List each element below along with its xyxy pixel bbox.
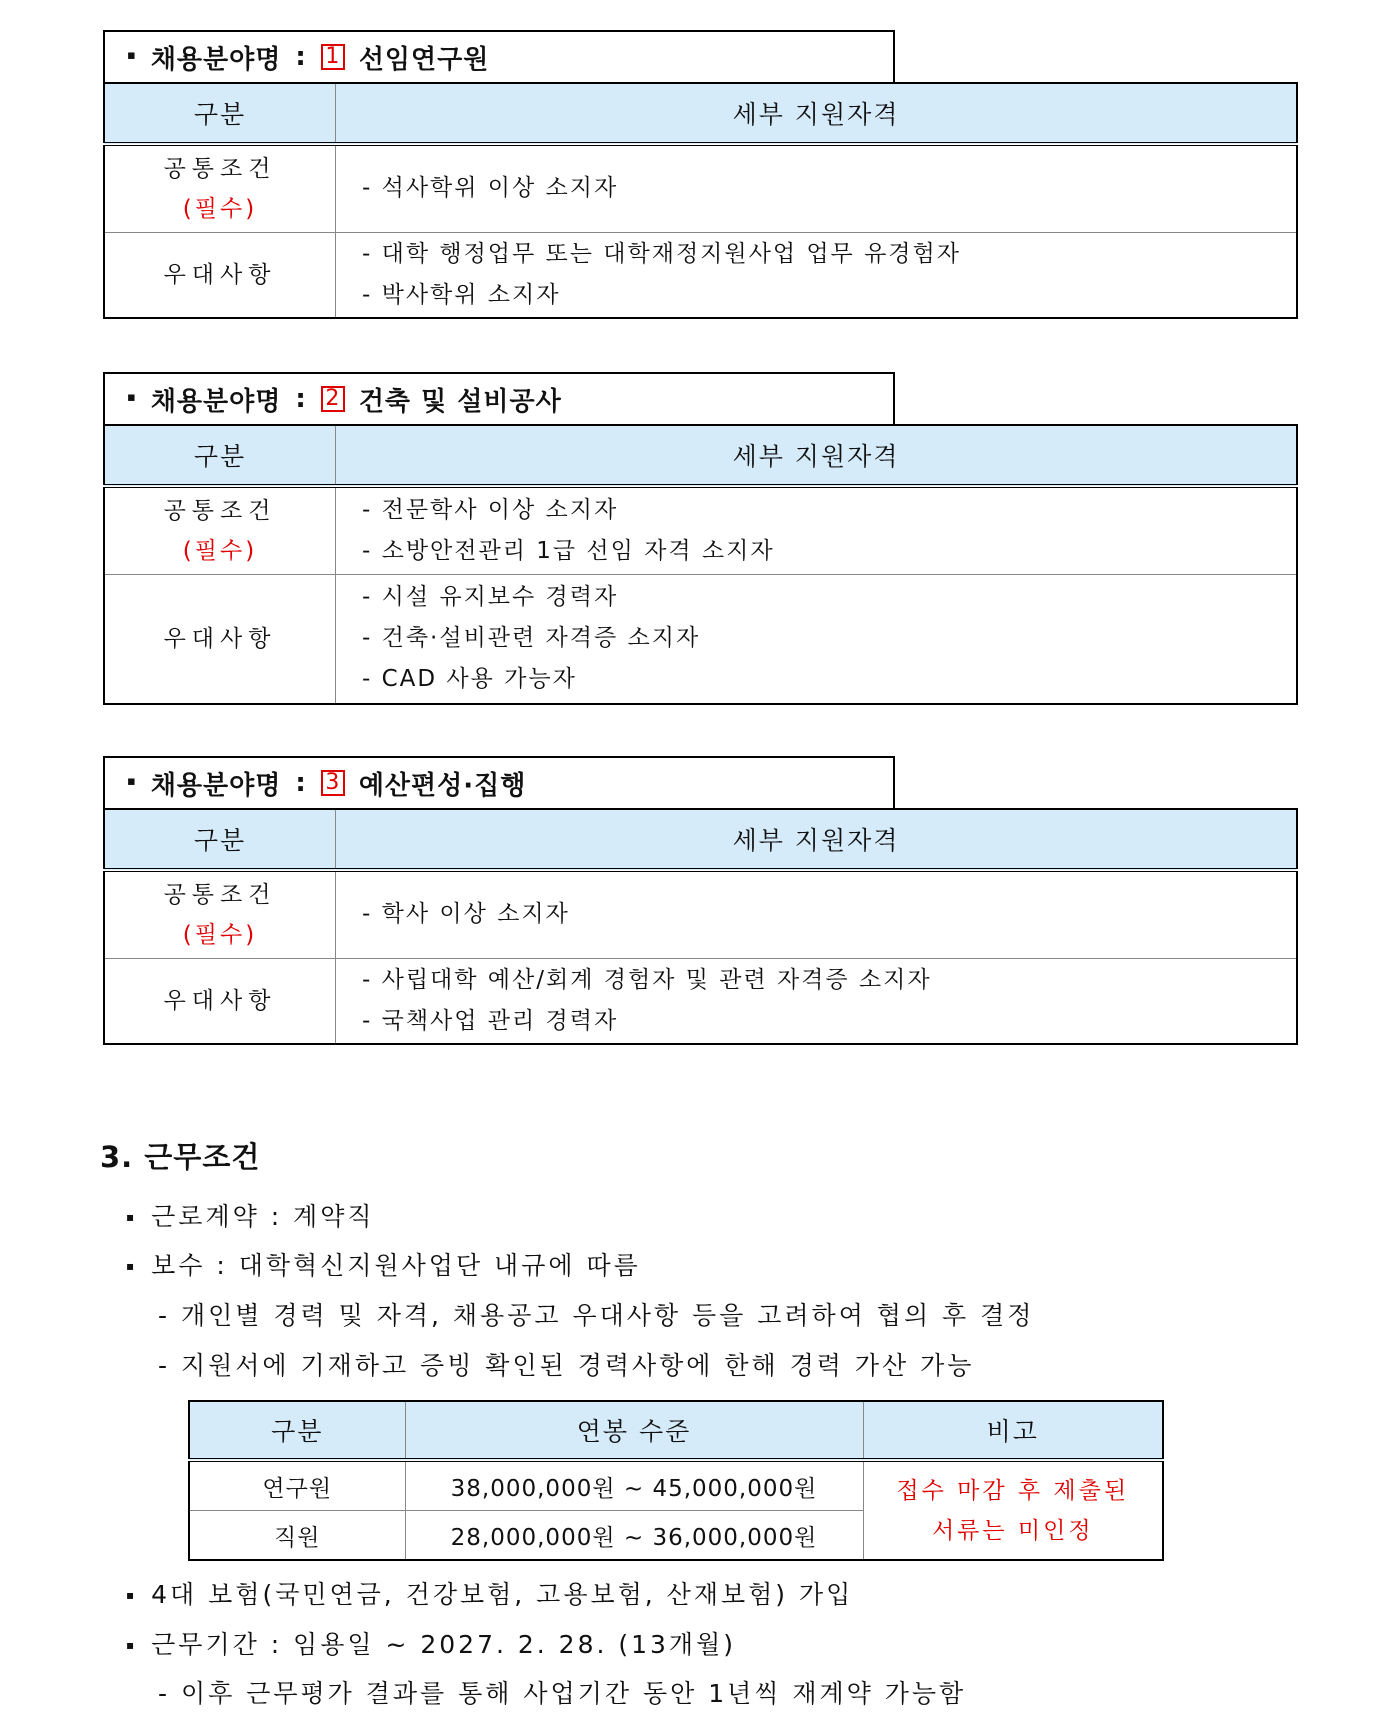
- list-item: - 학사 이상 소지자: [362, 901, 570, 928]
- contract-line: [126, 1197, 375, 1233]
- header-category: 구분: [104, 809, 336, 870]
- required-label: 공통조건: [163, 155, 277, 182]
- field-colon: :: [295, 42, 307, 72]
- field-label: 채용분야명: [150, 386, 282, 417]
- header-detail: 세부 지원자격: [336, 425, 1298, 486]
- table-header-row: [104, 83, 1297, 144]
- field-number-badge: 3: [321, 770, 345, 796]
- list-item: - 시설 유지보수 경력자: [362, 584, 619, 611]
- field-number-badge: 2: [321, 386, 345, 412]
- salary-range: 38,000,000원 ~ 45,000,000원: [405, 1460, 863, 1511]
- field-section-3: [103, 756, 1298, 1045]
- header-note: 비고: [863, 1401, 1163, 1460]
- note-line: 서류는 미인정: [931, 1517, 1094, 1544]
- field-label: 채용분야명: [150, 44, 282, 75]
- salary-table: [188, 1400, 1164, 1561]
- salary-type: 연구원: [262, 1475, 333, 1502]
- list-item: - CAD 사용 가능자: [362, 666, 577, 693]
- table-header-row: [104, 809, 1297, 870]
- bullet-icon: ▪: [127, 389, 137, 405]
- table-row-preferred: [104, 232, 1297, 318]
- required-tag: (필수): [182, 921, 258, 948]
- section-heading: 3. 근무조건: [100, 1140, 261, 1174]
- row-items-cell: [336, 574, 1298, 704]
- note-line: 접수 마감 후 제출된: [896, 1477, 1130, 1504]
- row-items-cell: [336, 486, 1298, 574]
- bullet-icon: ▪: [127, 773, 137, 789]
- preferred-label: 우대사항: [104, 958, 336, 1044]
- pay-sub-line-2: - 지원서에 기재하고 증빙 확인된 경력사항에 한해 경력 가산 가능: [158, 1351, 975, 1380]
- table-row-preferred: [104, 574, 1297, 704]
- preferred-label: 우대사항: [104, 574, 336, 704]
- field-title-box: [103, 756, 895, 808]
- row-items-cell: [336, 232, 1298, 318]
- field-colon: :: [295, 768, 307, 798]
- field-title-box: [103, 30, 895, 82]
- list-item: - 국책사업 관리 경력자: [362, 1007, 619, 1034]
- preferred-label: 우대사항: [104, 232, 336, 318]
- qualification-table: [103, 82, 1298, 319]
- header-type: 구분: [189, 1401, 405, 1460]
- table-header-row: [104, 425, 1297, 486]
- header-category: 구분: [104, 425, 336, 486]
- table-row-required: [104, 870, 1297, 958]
- row-label-cell: [104, 486, 336, 574]
- period-line: [126, 1625, 736, 1661]
- list-item: - 석사학위 이상 소지자: [362, 175, 619, 202]
- period-sub-line: - 이후 근무평가 결과를 통해 사업기간 동안 1년씩 재계약 가능함: [158, 1679, 967, 1708]
- list-item: - 건축·설비관련 자격증 소지자: [362, 625, 701, 652]
- salary-note: [863, 1460, 1163, 1560]
- field-section-1: [103, 30, 1298, 319]
- list-item: - 박사학위 소지자: [362, 281, 561, 308]
- field-label: 채용분야명: [150, 770, 282, 801]
- bullet-icon: ▪: [127, 47, 137, 63]
- field-colon: :: [295, 384, 307, 414]
- required-tag: (필수): [182, 537, 258, 564]
- pay-line: [126, 1246, 641, 1282]
- field-title-box: [103, 372, 895, 424]
- field-section-2: [103, 372, 1298, 705]
- list-item: - 소방안전관리 1급 선임 자격 소지자: [362, 537, 775, 564]
- bullet-icon: ▪: [126, 1638, 138, 1652]
- qualification-table: [103, 424, 1298, 705]
- salary-type: 직원: [189, 1511, 405, 1561]
- header-category: 구분: [104, 83, 336, 144]
- required-tag: (필수): [182, 195, 258, 222]
- bullet-icon: ▪: [126, 1588, 138, 1602]
- header-detail: 세부 지원자격: [336, 83, 1298, 144]
- salary-range: 28,000,000원 ~ 36,000,000원: [405, 1511, 863, 1561]
- table-row-required: [104, 486, 1297, 574]
- header-range: 연봉 수준: [405, 1401, 863, 1460]
- insurance-text: 4대 보험(국민연금, 건강보험, 고용보험, 산재보험) 가입: [151, 1580, 854, 1609]
- row-label-cell: [104, 870, 336, 958]
- contract-text: 근로계약 : 계약직: [151, 1202, 375, 1231]
- list-item: - 대학 행정업무 또는 대학재정지원사업 업무 유경험자: [362, 240, 961, 267]
- field-name: 예산편성·집행: [358, 770, 527, 801]
- pay-text: 보수 : 대학혁신지원사업단 내규에 따름: [151, 1251, 641, 1280]
- table-row-preferred: [104, 958, 1297, 1044]
- field-name: 선임연구원: [358, 44, 490, 75]
- list-item: - 전문학사 이상 소지자: [362, 496, 619, 523]
- header-detail: 세부 지원자격: [336, 809, 1298, 870]
- row-items-cell: [336, 144, 1298, 232]
- qualification-table: [103, 808, 1298, 1045]
- insurance-line: [126, 1575, 853, 1611]
- bullet-icon: ▪: [126, 1259, 138, 1273]
- table-row-required: [104, 144, 1297, 232]
- pay-sub-line-1: - 개인별 경력 및 자격, 채용공고 우대사항 등을 고려하여 협의 후 결정: [158, 1301, 1035, 1330]
- required-label: 공통조건: [163, 497, 277, 524]
- list-item: - 사립대학 예산/회계 경험자 및 관련 자격증 소지자: [362, 966, 932, 993]
- row-items-cell: [336, 870, 1298, 958]
- row-label-cell: [104, 144, 336, 232]
- field-number-badge: 1: [321, 44, 345, 70]
- field-name: 건축 및 설비공사: [358, 386, 562, 417]
- table-row: [189, 1460, 1163, 1511]
- table-header-row: [189, 1401, 1163, 1460]
- period-text: 근무기간 : 임용일 ~ 2027. 2. 28. (13개월): [151, 1630, 736, 1659]
- row-items-cell: [336, 958, 1298, 1044]
- required-label: 공통조건: [163, 881, 277, 908]
- bullet-icon: ▪: [126, 1210, 138, 1224]
